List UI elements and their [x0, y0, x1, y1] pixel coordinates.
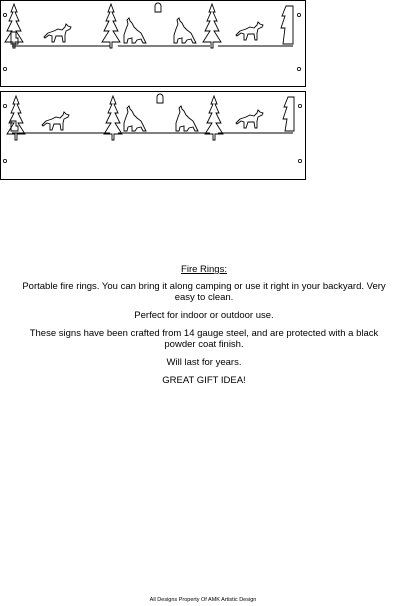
panel-drawing: [0, 0, 306, 87]
description-paragraph: Will last for years.: [166, 357, 242, 368]
copyright-footer: All Designs Property Of AMK Artistic Design: [149, 597, 257, 603]
product-heading: Fire Rings:: [181, 264, 227, 275]
description-paragraph: Perfect for indoor or outdoor use.: [134, 310, 274, 321]
wolf-icon: [42, 112, 69, 130]
wolf-icon: [236, 22, 263, 40]
wolf-icon: [236, 110, 263, 128]
fire-ring-panel-top: [0, 0, 306, 87]
howling-wolf-icon: [124, 18, 146, 43]
tree-icon: [102, 4, 120, 48]
howling-wolf-icon: [124, 106, 146, 131]
howling-wolf-icon: [174, 18, 196, 43]
wolf-icon: [44, 24, 71, 42]
description-paragraph: These signs have been crafted from 14 gauge steel, and are protected with a black powder coat finish.: [29, 328, 379, 350]
product-description: [14, 264, 394, 393]
howling-wolf-icon: [176, 106, 198, 131]
fire-ring-panel-bottom: [0, 91, 306, 180]
tree-icon: [203, 4, 221, 48]
description-paragraph: Portable fire rings. You can bring it along camping or use it right in your backyard. Very easy to clean.: [22, 281, 386, 303]
tree-icon: [5, 4, 23, 48]
description-paragraph: GREAT GIFT IDEA!: [162, 375, 246, 386]
panel-drawing: [0, 91, 306, 180]
